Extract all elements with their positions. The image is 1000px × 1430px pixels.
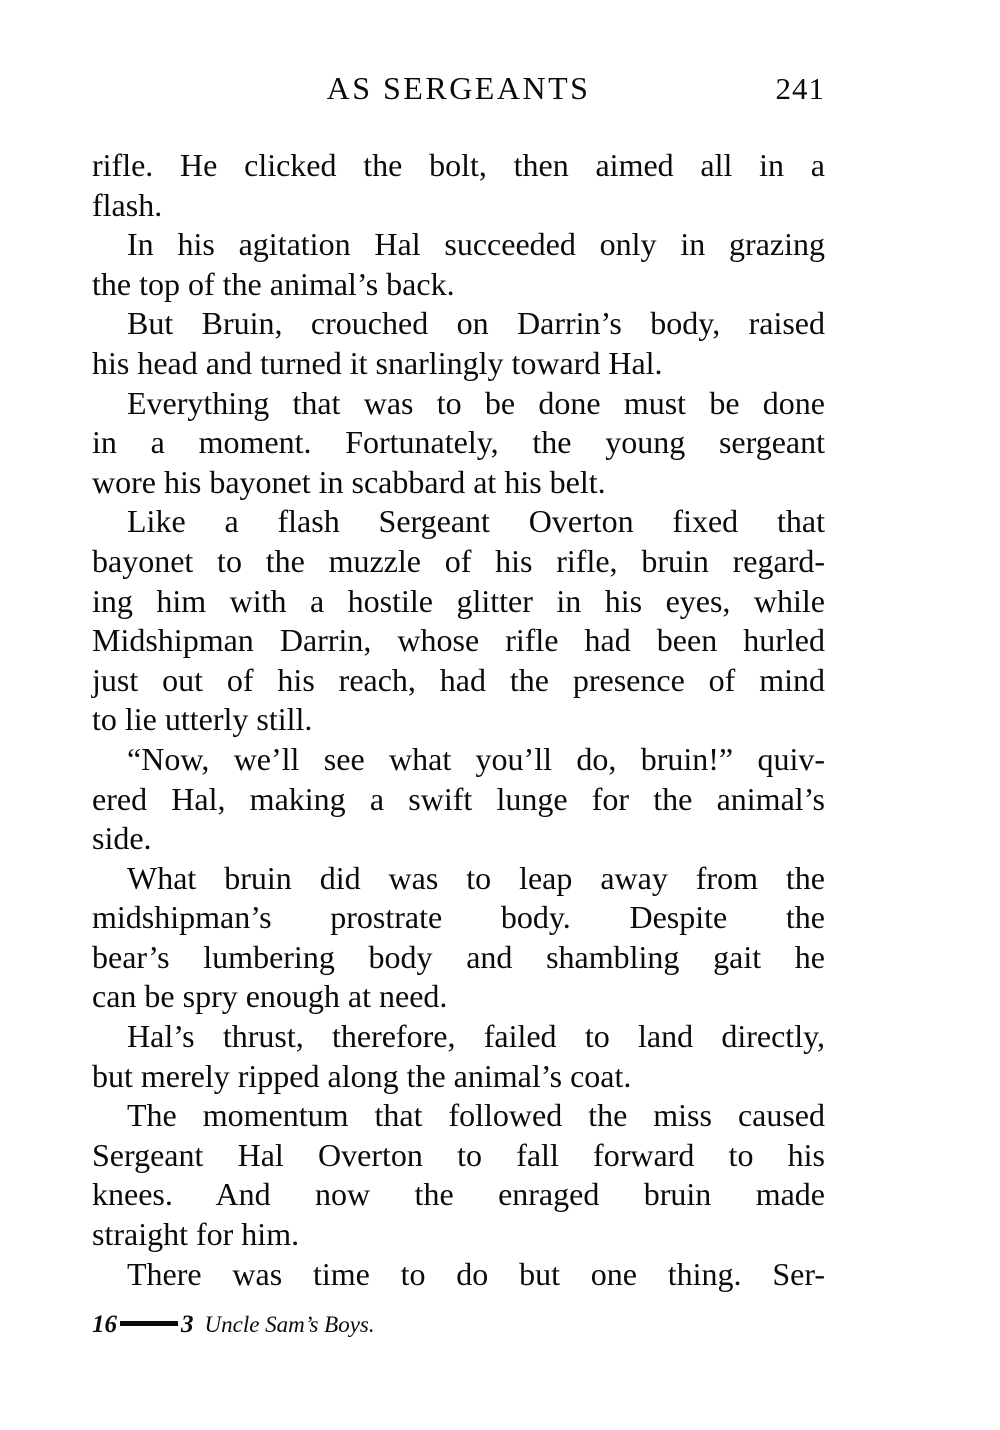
text-line: Everything that was to be done must be done (127, 384, 825, 421)
text-line: flash. (92, 186, 163, 223)
paragraph (92, 146, 825, 225)
text-line: can be spry enough at need. (92, 978, 448, 1015)
page-footer (92, 1311, 375, 1339)
dash-rule (120, 1321, 178, 1326)
text-line: ered Hal, making a swift lunge for the animal’s (92, 780, 825, 817)
text-line: Like a flash Sergeant Overton fixed that (127, 503, 825, 540)
text-line: bayonet to the muzzle of his rifle, bruin regard- (92, 542, 825, 579)
text-line: In his agitation Hal succeeded only in grazing (127, 226, 825, 263)
paragraph (92, 502, 825, 740)
text-line: Sergeant Hal Overton to fall forward to his (92, 1136, 825, 1173)
text-line: “Now, we’ll see what you’ll do, bruin!” quiv- (127, 740, 825, 777)
text-line: his head and turned it snarlingly toward Hal. (92, 344, 663, 381)
paragraph (92, 1017, 825, 1096)
text-line: but merely ripped along the animal’s coat. (92, 1057, 632, 1094)
paragraph (92, 859, 825, 1017)
text-line: But Bruin, crouched on Darrin’s body, raised (127, 305, 825, 342)
text-line: Midshipman Darrin, whose rifle had been hurled (92, 622, 825, 659)
text-line: in a moment. Fortunately, the young sergeant (92, 424, 825, 461)
text-line: just out of his reach, had the presence of mind (92, 661, 825, 698)
text-line: the top of the animal’s back. (92, 265, 455, 302)
paragraph (92, 225, 825, 304)
text-line: midshipman’s prostrate body. Despite the (92, 899, 825, 936)
text-line: bear’s lumbering body and shambling gait he (92, 938, 825, 975)
volume-number: 3 (181, 1311, 194, 1338)
text-line: The momentum that followed the miss caused (127, 1097, 825, 1134)
paragraph (92, 384, 825, 503)
paragraph (92, 1096, 825, 1254)
text-line: knees. And now the enraged bruin made (92, 1176, 825, 1213)
paragraph (92, 740, 825, 859)
page-text (92, 146, 825, 1294)
text-line: rifle. He clicked the bolt, then aimed all in a (92, 147, 825, 183)
text-line: side. (92, 820, 152, 857)
text-line: wore his bayonet in scabbard at his belt. (92, 463, 606, 500)
paragraph (92, 1255, 825, 1295)
text-line: There was time to do but one thing. Ser- (127, 1255, 825, 1292)
series-title: Uncle Sam’s Boys. (204, 1312, 375, 1337)
text-line: Hal’s thrust, therefore, failed to land directly, (127, 1018, 825, 1055)
signature-number: 16 (92, 1311, 117, 1338)
paragraph (92, 304, 825, 383)
text-line: straight for him. (92, 1216, 300, 1253)
chapter-running-title: AS SERGEANTS (326, 70, 591, 106)
page-number: 241 (775, 71, 825, 106)
text-line: What bruin did was to leap away from the (127, 859, 825, 896)
text-line: ing him with a hostile glitter in his eyes, while (92, 582, 825, 619)
running-header (92, 70, 825, 112)
text-line: to lie utterly still. (92, 701, 313, 738)
